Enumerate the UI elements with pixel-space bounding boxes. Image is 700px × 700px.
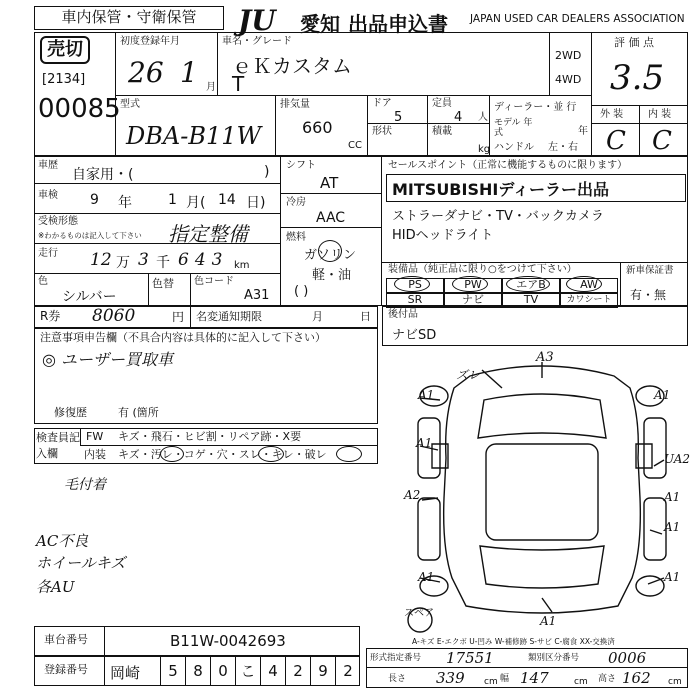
first-reg-label: 初度登録年月 bbox=[120, 36, 180, 47]
first-reg-year: 26 bbox=[128, 56, 164, 89]
model-value: DBA-B11W bbox=[126, 122, 262, 150]
diagram-mark-rear-left: A1 bbox=[418, 570, 435, 584]
notes-title: 注意事項申告欄（不具合内容は具体的に記入して下さい） bbox=[40, 331, 326, 344]
dealer-model-year: モデル 年式 bbox=[494, 118, 533, 138]
diagram-spare-label: スペア bbox=[404, 608, 434, 619]
load-unit: kg bbox=[478, 144, 491, 155]
notice-day: 日 bbox=[360, 310, 371, 323]
diagram-mark-extra: A1 bbox=[664, 490, 681, 504]
mileage-u2: 千 bbox=[156, 255, 170, 271]
aftermarket-value: ナビSD bbox=[392, 328, 437, 343]
mileage-u1: 万 bbox=[116, 255, 130, 271]
plate-cell: 2 bbox=[285, 656, 310, 686]
plate-cell: 8 bbox=[185, 656, 210, 686]
int-grade: C bbox=[652, 126, 672, 156]
chassis-label: 車台番号 bbox=[44, 633, 88, 646]
checker-fw-items: キズ・飛石・ヒビ割・リペア跡・X要 bbox=[118, 430, 302, 443]
drive-4wd: 4WD bbox=[555, 73, 582, 86]
color-code-label: 色コード bbox=[194, 276, 234, 287]
fuel-paren: ( ) bbox=[294, 284, 309, 299]
recycle-unit: 円 bbox=[172, 310, 185, 324]
checker-int-items: キズ・汚レ・コゲ・穴・スレ・キレ・破レ bbox=[118, 448, 327, 461]
mileage-unit: km bbox=[234, 260, 250, 271]
diagram-mark-left-door: A1 bbox=[416, 436, 433, 450]
equip-aw: AW bbox=[560, 278, 618, 293]
damage-legend: A-キズ E-エクボ U-凹み W-補修跡 S-サビ C-腐食 XX-交換済 bbox=[412, 637, 615, 646]
car-damage-diagram bbox=[392, 348, 691, 638]
plate-region: 岡崎 bbox=[110, 664, 141, 682]
ext-grade: C bbox=[606, 126, 626, 156]
equipment-title: 装備品（純正品に限り○をつけて下さい） bbox=[388, 264, 577, 275]
cooler-label: 冷房 bbox=[286, 197, 306, 208]
recycle-value: 8060 bbox=[92, 306, 136, 326]
drive-2wd: 2WD bbox=[555, 49, 582, 62]
equip-ps: PS bbox=[386, 278, 444, 293]
diagram-mark-a2: A2 bbox=[404, 488, 421, 502]
notes-line1: ◎ ユーザー買取車 bbox=[42, 350, 174, 369]
plate-cell: 0 bbox=[210, 656, 235, 686]
handwritten-note-1: 毛付着 bbox=[64, 477, 106, 493]
equip-sr: SR bbox=[386, 293, 444, 308]
aftermarket-label: 後付品 bbox=[388, 309, 418, 320]
inspection-month-unit: 月( bbox=[186, 195, 206, 211]
selling-point-1: MITSUBISHIディーラー出品 bbox=[392, 180, 610, 199]
height-label: 高さ bbox=[598, 674, 617, 684]
plate-cell: 5 bbox=[160, 656, 185, 686]
equip-airbag-circle bbox=[506, 276, 550, 292]
dealer-year-unit: 年 bbox=[578, 126, 588, 137]
length-value: 339 bbox=[436, 669, 465, 687]
inspection-year: 9 bbox=[90, 192, 99, 208]
height-value: 162 bbox=[622, 669, 651, 687]
capacity-value: 4 bbox=[454, 110, 463, 125]
class-value: 0006 bbox=[608, 649, 647, 667]
storage-tags: 車内保管・守衛保管 bbox=[34, 6, 224, 30]
inspection-month: 1 bbox=[168, 192, 177, 208]
equip-pw-circle bbox=[452, 276, 488, 292]
selling-point-3: HIDヘッドライト bbox=[392, 228, 494, 243]
class-label: 類別区分番号 bbox=[528, 653, 580, 663]
diagram-mark-front-right: A1 bbox=[654, 388, 671, 402]
int-label: 内 装 bbox=[648, 109, 672, 120]
selling-points-title: セールスポイント（正常に機能するものに限ります） bbox=[388, 160, 628, 171]
notice-month: 月 bbox=[312, 310, 323, 323]
color-value: シルバー bbox=[62, 289, 117, 305]
history-row bbox=[34, 156, 280, 184]
height-unit: cm bbox=[668, 677, 682, 687]
diagram-mark-rear-right: A1 bbox=[664, 570, 681, 584]
diagram-mark-right-rear: A1 bbox=[664, 520, 681, 534]
plate-label: 登録番号 bbox=[44, 663, 88, 676]
fuel-label: 燃料 bbox=[286, 232, 306, 243]
branch-name: 愛知 bbox=[300, 12, 340, 36]
warranty-title: 新車保証書 bbox=[626, 265, 674, 276]
diagram-mark-shift: ズレ bbox=[456, 368, 481, 382]
inspection-day-unit: 日) bbox=[246, 195, 266, 211]
equip-pw: PW bbox=[444, 278, 502, 293]
equip-tv: TV bbox=[502, 293, 560, 308]
mileage-v1: 12 bbox=[90, 250, 112, 270]
type-label: 形式指定番号 bbox=[370, 653, 422, 663]
width-label: 幅 bbox=[500, 674, 510, 684]
car-name-label: 車名・グレード bbox=[222, 36, 292, 47]
plate-cell: 2 bbox=[335, 656, 360, 686]
checker-circle-2 bbox=[258, 446, 284, 462]
equip-aw-circle bbox=[566, 276, 602, 292]
length-unit: cm bbox=[484, 677, 498, 687]
handwritten-note-4: 各AU bbox=[36, 578, 75, 596]
warranty-value: 有・無 bbox=[630, 288, 667, 302]
history-label: 車歴 bbox=[38, 160, 58, 171]
shift-label: シフト bbox=[286, 160, 316, 171]
displacement-unit: CC bbox=[348, 140, 362, 151]
type-value: 17551 bbox=[446, 649, 494, 667]
plate-cells bbox=[160, 656, 360, 686]
inspection-row bbox=[34, 184, 280, 214]
capacity-unit: 人 bbox=[478, 112, 488, 123]
shift-value: AT bbox=[320, 174, 339, 192]
dealer-handle-val: 左・右 bbox=[548, 142, 578, 153]
displacement-label: 排気量 bbox=[280, 99, 310, 110]
score-label: 評 価 点 bbox=[614, 36, 654, 49]
plate-cell: 4 bbox=[260, 656, 285, 686]
sold-code: [2134] bbox=[42, 72, 86, 87]
dealer-handle: ハンドル bbox=[494, 142, 534, 153]
association-name: JAPAN USED CAR DEALERS ASSOCIATION bbox=[470, 13, 685, 25]
recycle-label: R券 bbox=[40, 309, 61, 323]
receive-note: ※わかるものは記入して下さい bbox=[38, 231, 142, 240]
repair-label: 修復歴 bbox=[54, 406, 87, 419]
shape-label: 形状 bbox=[372, 126, 392, 137]
drive-box bbox=[550, 32, 592, 96]
first-reg-month-unit: 月 bbox=[206, 82, 216, 93]
equip-navi: ナビ bbox=[444, 293, 502, 308]
color-change-label: 色替 bbox=[152, 277, 174, 290]
model-label: 型式 bbox=[120, 99, 140, 110]
lot-number: 00085 bbox=[38, 94, 121, 124]
doors-label: ドア bbox=[372, 98, 392, 109]
receive-value: 指定整備 bbox=[168, 222, 248, 246]
fuel-circle bbox=[318, 240, 342, 262]
first-reg-month: 1 bbox=[180, 56, 198, 89]
diagram-mark-front-left: A1 bbox=[418, 388, 435, 402]
color-label: 色 bbox=[38, 276, 48, 287]
selling-point-2: ストラーダナビ・TV・バックカメラ bbox=[392, 209, 604, 224]
color-code: A31 bbox=[244, 288, 270, 303]
checker-fw: FW bbox=[86, 430, 104, 443]
mileage-v3: 643 bbox=[178, 250, 229, 270]
displacement-value: 660 bbox=[302, 118, 333, 137]
plate-cell: 9 bbox=[310, 656, 335, 686]
width-value: 147 bbox=[520, 669, 549, 687]
diagram-bottom-mark: A1 bbox=[540, 614, 557, 628]
equip-ps-circle bbox=[394, 276, 430, 292]
equip-airbag: エアB bbox=[502, 278, 560, 293]
checker-circle-1 bbox=[160, 446, 184, 462]
fuel-opt2: 軽・油 bbox=[312, 268, 352, 283]
mileage-label: 走行 bbox=[38, 248, 58, 259]
handwritten-note-2: AC不良 bbox=[36, 532, 89, 550]
diagram-mark-ua2: UA2 bbox=[664, 452, 691, 466]
doors-value: 5 bbox=[394, 110, 403, 125]
width-unit: cm bbox=[574, 677, 588, 687]
fuel-opt1: ガソリン bbox=[304, 248, 357, 263]
car-name: ｅＫカスタム bbox=[232, 54, 352, 78]
checker-label: 検査員記入欄 bbox=[36, 431, 80, 460]
history-close: ) bbox=[264, 164, 270, 180]
notice-label: 名変通知期限 bbox=[196, 310, 262, 323]
load-label: 積載 bbox=[432, 126, 452, 137]
form-title: 出品申込書 bbox=[348, 12, 448, 36]
history-value: 自家用・( bbox=[72, 167, 134, 183]
checker-circle-3 bbox=[336, 446, 362, 462]
capacity-label: 定員 bbox=[432, 98, 452, 109]
car-grade: T bbox=[232, 72, 245, 96]
repair-value: 有 (箇所 bbox=[118, 406, 159, 419]
handwritten-note-3: ホイールキズ bbox=[36, 554, 126, 572]
dealer-parallel: ディーラー・並 行 bbox=[494, 102, 577, 113]
inspection-day: 14 bbox=[218, 192, 236, 208]
inspection-label: 車検 bbox=[38, 190, 58, 201]
receive-label: 受検形態 bbox=[38, 216, 78, 227]
mileage-v2: 3 bbox=[138, 250, 149, 270]
length-label: 長さ bbox=[388, 674, 407, 684]
ju-logo: JU bbox=[238, 4, 276, 37]
cooler-value: AAC bbox=[316, 210, 346, 226]
score-value: 3.5 bbox=[610, 58, 665, 98]
chassis-value: B11W-0042693 bbox=[170, 632, 286, 650]
diagram-mark-a3: A3 bbox=[536, 350, 554, 365]
ext-label: 外 装 bbox=[600, 109, 624, 120]
inspection-year-unit: 年 bbox=[118, 195, 132, 211]
checker-int: 内装 bbox=[84, 448, 106, 461]
equip-leather: カワシート bbox=[560, 293, 618, 308]
plate-cell: こ bbox=[235, 656, 260, 686]
sold-badge: 売切 bbox=[40, 36, 90, 64]
